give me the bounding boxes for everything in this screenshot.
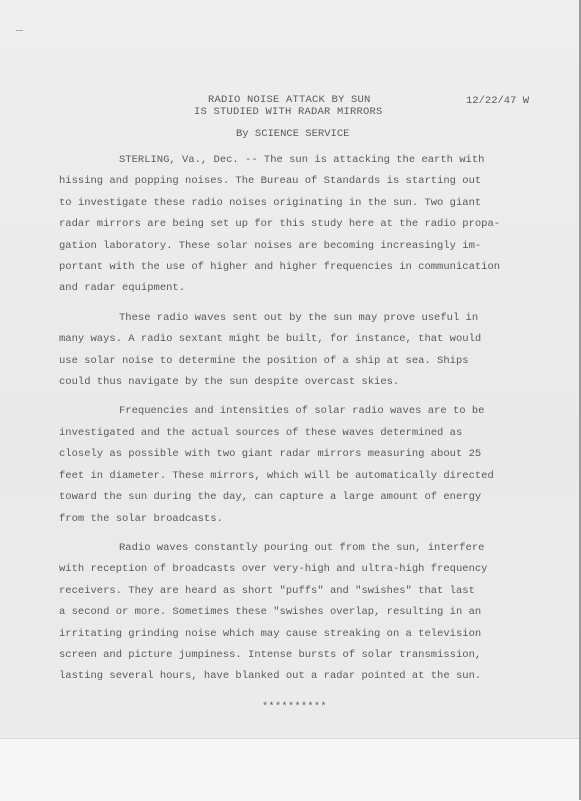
paragraph-2 bbox=[59, 308, 547, 394]
text-line: portant with the use of higher and higher frequencies in communication bbox=[59, 261, 501, 274]
paragraph-4 bbox=[59, 538, 547, 688]
text-line: screen and picture jumpiness. Intense bursts of solar transmission, bbox=[59, 648, 482, 661]
text-line: use solar noise to determine the position of a ship at sea. Ships bbox=[59, 354, 469, 367]
text-line: Radio waves constantly pouring out from the sun, interfere bbox=[119, 541, 485, 554]
date-stamp: 12/22/47 W bbox=[466, 95, 530, 107]
margin-mark bbox=[16, 30, 23, 31]
paragraph-3 bbox=[59, 401, 547, 529]
text-line: lasting several hours, have blanked out a radar pointed at the sun. bbox=[59, 670, 482, 683]
headline-line-2: IS STUDIED WITH RADAR MIRRORS bbox=[194, 106, 383, 118]
text-line: with reception of broadcasts over very-high and ultra-high frequency bbox=[59, 563, 488, 576]
text-line: STERLING, Va., Dec. -- The sun is attacking the earth with bbox=[119, 154, 485, 166]
text-line: a second or more. Sometimes these "swishes overlap, resulting in an bbox=[59, 606, 482, 619]
paragraph-1 bbox=[59, 150, 547, 300]
text-line: from the solar broadcasts. bbox=[59, 512, 223, 525]
text-line: Frequencies and intensities of solar radio waves are to be bbox=[119, 405, 485, 418]
text-line: radar mirrors are being set up for this study here at the radio propa- bbox=[59, 218, 501, 231]
end-mark: ********** bbox=[262, 702, 328, 713]
text-line: feet in diameter. These mirrors, which will be automatically directed bbox=[59, 469, 494, 482]
text-line: gation laboratory. These solar noises are becoming increasingly im- bbox=[59, 239, 482, 252]
text-line: These radio waves sent out by the sun may prove useful in bbox=[119, 311, 479, 324]
text-line: investigated and the actual sources of these waves determined as bbox=[59, 426, 463, 439]
article-body bbox=[59, 150, 547, 696]
text-line: closely as possible with two giant radar mirrors measuring about 25 bbox=[59, 448, 482, 461]
text-line: toward the sun during the day, can capture a large amount of energy bbox=[59, 491, 482, 504]
text-line: could thus navigate by the sun despite overcast skies. bbox=[59, 376, 400, 389]
text-line: hissing and popping noises. The Bureau of Standards is starting out bbox=[59, 175, 482, 188]
byline: By SCIENCE SERVICE bbox=[236, 128, 350, 140]
page-bottom-fold bbox=[0, 738, 581, 801]
text-line: receivers. They are heard as short "puffs" and "swishes" that last bbox=[59, 584, 475, 597]
text-line: and radar equipment. bbox=[59, 282, 186, 295]
text-line: to investigate these radio noises originating in the sun. Two giant bbox=[59, 196, 482, 209]
text-line: many ways. A radio sextant might be built, for instance, that would bbox=[59, 333, 482, 346]
headline-line-1: RADIO NOISE ATTACK BY SUN bbox=[208, 94, 371, 106]
text-line: irritating grinding noise which may cause streaking on a television bbox=[59, 627, 482, 640]
